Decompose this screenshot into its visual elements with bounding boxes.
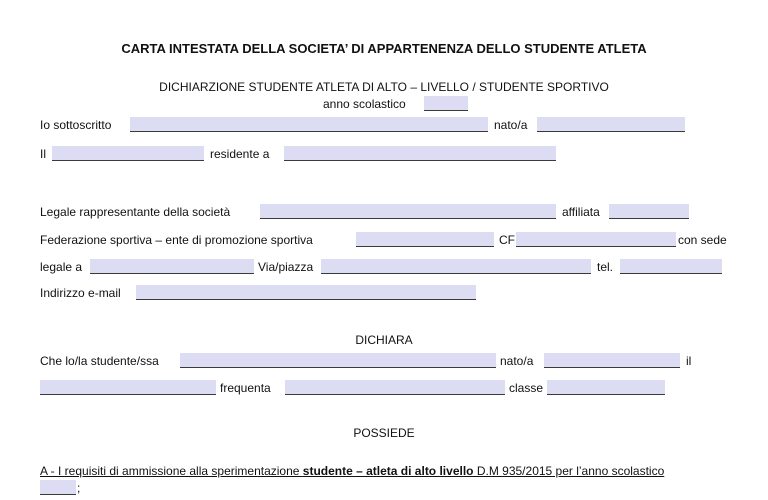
il2-label: il (686, 354, 692, 368)
legale-a-label: legale a (40, 260, 83, 274)
paragraph-a-suffix: D.M 935/2015 per l’anno scolastico (473, 464, 665, 478)
sottoscritto-label: Io sottoscritto (40, 118, 112, 132)
residente-label: residente a (210, 147, 270, 161)
paragraph-a-bold: studente – atleta di alto livello (302, 464, 474, 478)
data-nascita2-field[interactable] (40, 380, 216, 395)
email-label: Indirizzo e-mail (40, 286, 121, 300)
residente-field[interactable] (284, 146, 556, 161)
nato2-field[interactable] (544, 353, 680, 368)
anno-scolastico-field[interactable] (424, 96, 468, 111)
cf-field[interactable] (516, 232, 676, 247)
sede-legale-field[interactable] (90, 259, 254, 274)
affiliata-label: affiliata (562, 205, 600, 219)
nato2-label: nato/a (500, 354, 534, 368)
sottoscritto-field[interactable] (130, 117, 488, 132)
affiliata-field[interactable] (609, 204, 689, 219)
anno-scolastico-a-field[interactable] (40, 480, 76, 495)
paragraph-a-end: ; (77, 481, 81, 495)
via-field[interactable] (321, 259, 591, 274)
studente-label: Che lo/la studente/ssa (40, 354, 159, 368)
tel-label: tel. (597, 260, 614, 274)
federazione-field[interactable] (356, 232, 494, 247)
letterhead-title: CARTA INTESTATA DELLA SOCIETA’ DI APPARTENENZA DELLO STUDENTE ATLETA (121, 41, 647, 56)
declaration-subtitle: DICHIARZIONE STUDENTE ATLETA DI ALTO – LIVELLO / STUDENTE SPORTIVO (159, 80, 609, 94)
federazione-label: Federazione sportiva – ente di promozione sportiva (40, 233, 313, 247)
con-sede-label: con sede (678, 233, 727, 247)
email-field[interactable] (136, 285, 476, 300)
classe-label: classe (509, 381, 544, 395)
societa-field[interactable] (260, 204, 556, 219)
il-label: Il (40, 147, 46, 161)
classe-field[interactable] (547, 380, 665, 395)
legale-rappresentante-label: Legale rappresentante della società (40, 205, 231, 219)
possiede-heading: POSSIEDE (353, 426, 415, 440)
cf-label: CF (499, 233, 515, 247)
nato-field[interactable] (537, 117, 685, 132)
studente-field[interactable] (180, 353, 496, 368)
frequenta-field[interactable] (285, 380, 505, 395)
paragraph-a-prefix: A - I requisiti di ammissione alla sperimentazione (40, 464, 303, 478)
via-label: Via/piazza (258, 260, 314, 274)
tel-field[interactable] (620, 259, 722, 274)
anno-scolastico-label: anno scolastico (323, 97, 406, 111)
dichiara-heading: DICHIARA (355, 333, 413, 347)
nato-label: nato/a (494, 118, 528, 132)
paragraph-a (40, 464, 664, 478)
data-nascita-field[interactable] (52, 146, 204, 161)
frequenta-label: frequenta (220, 381, 271, 395)
